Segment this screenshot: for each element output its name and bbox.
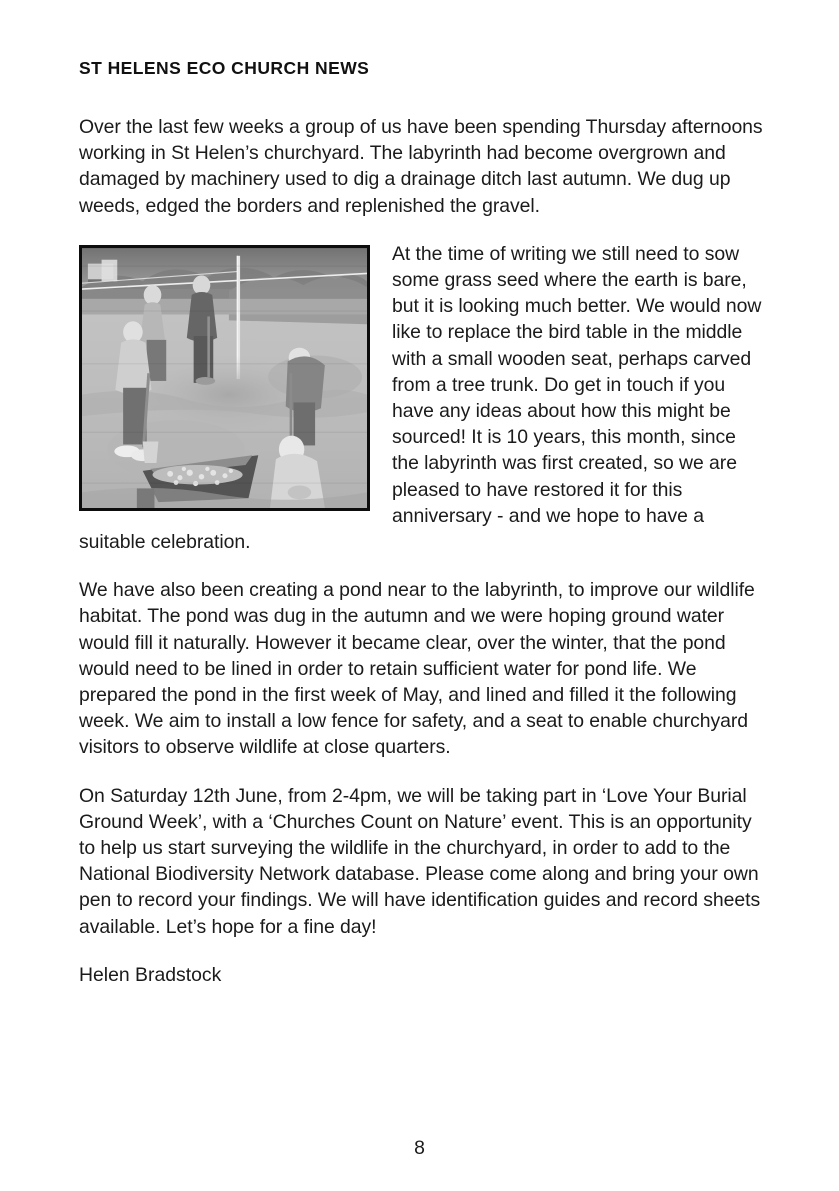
paragraph-pond: We have also been creating a pond near to the labyrinth, to improve our wildlife habitat. The pond was dug in the autumn and we were hoping ground water would fill it naturally. However it became clear, over the winter, that the pond would need to be lined in order to retain sufficient water for pond life. We prepared the pond in the first week of May, and lined and filled it the following week. We aim to install a low fence for safety, and a seat to enable churchyard visitors to observe wildlife at close quarters. bbox=[79, 579, 755, 759]
photo-image bbox=[82, 248, 367, 508]
photo-illustration bbox=[82, 248, 367, 508]
paragraph-event: On Saturday 12th June, from 2-4pm, we will be taking part in ‘Love Your Burial Ground Week’, with a ‘Churches Count on Nature’ event. This is an opportunity to help us start surveying the wildlife in the churchyard, in order to add to the National Biodiversity Network database. Please come along and bring your own pen to record your findings. We will have identification guides and record sheets available. Let’s hope for a fine day! bbox=[79, 784, 761, 938]
paragraph-intro: Over the last few weeks a group of us have been spending Thursday afternoons working in St Helen’s churchyard. The labyrinth had become overgrown and damaged by machinery used to dig a drainage ditch last autumn. We dug up weeds, edged the borders and replenished the gravel. bbox=[79, 116, 763, 217]
page-number: 8 bbox=[414, 1137, 425, 1159]
paragraph-labyrinth: At the time of writing we still need to sow some grass seed where the earth is bare, but it is looking much better. We would now like to replace the bird table in the middle with a small wooden seat, perhaps carved from a tree trunk. Do get in touch if you have any ideas about how this might be sourced! It is 10 years, this month, since the labyrinth was first created, so we are pleased to have restored it for this anniversary - and we hope to have a suitable celebration. bbox=[79, 242, 762, 554]
churchyard-photo bbox=[79, 245, 370, 511]
author-byline: Helen Bradstock bbox=[79, 963, 222, 986]
page-title: ST HELENS ECO CHURCH NEWS bbox=[79, 58, 370, 78]
article-body bbox=[79, 58, 767, 988]
